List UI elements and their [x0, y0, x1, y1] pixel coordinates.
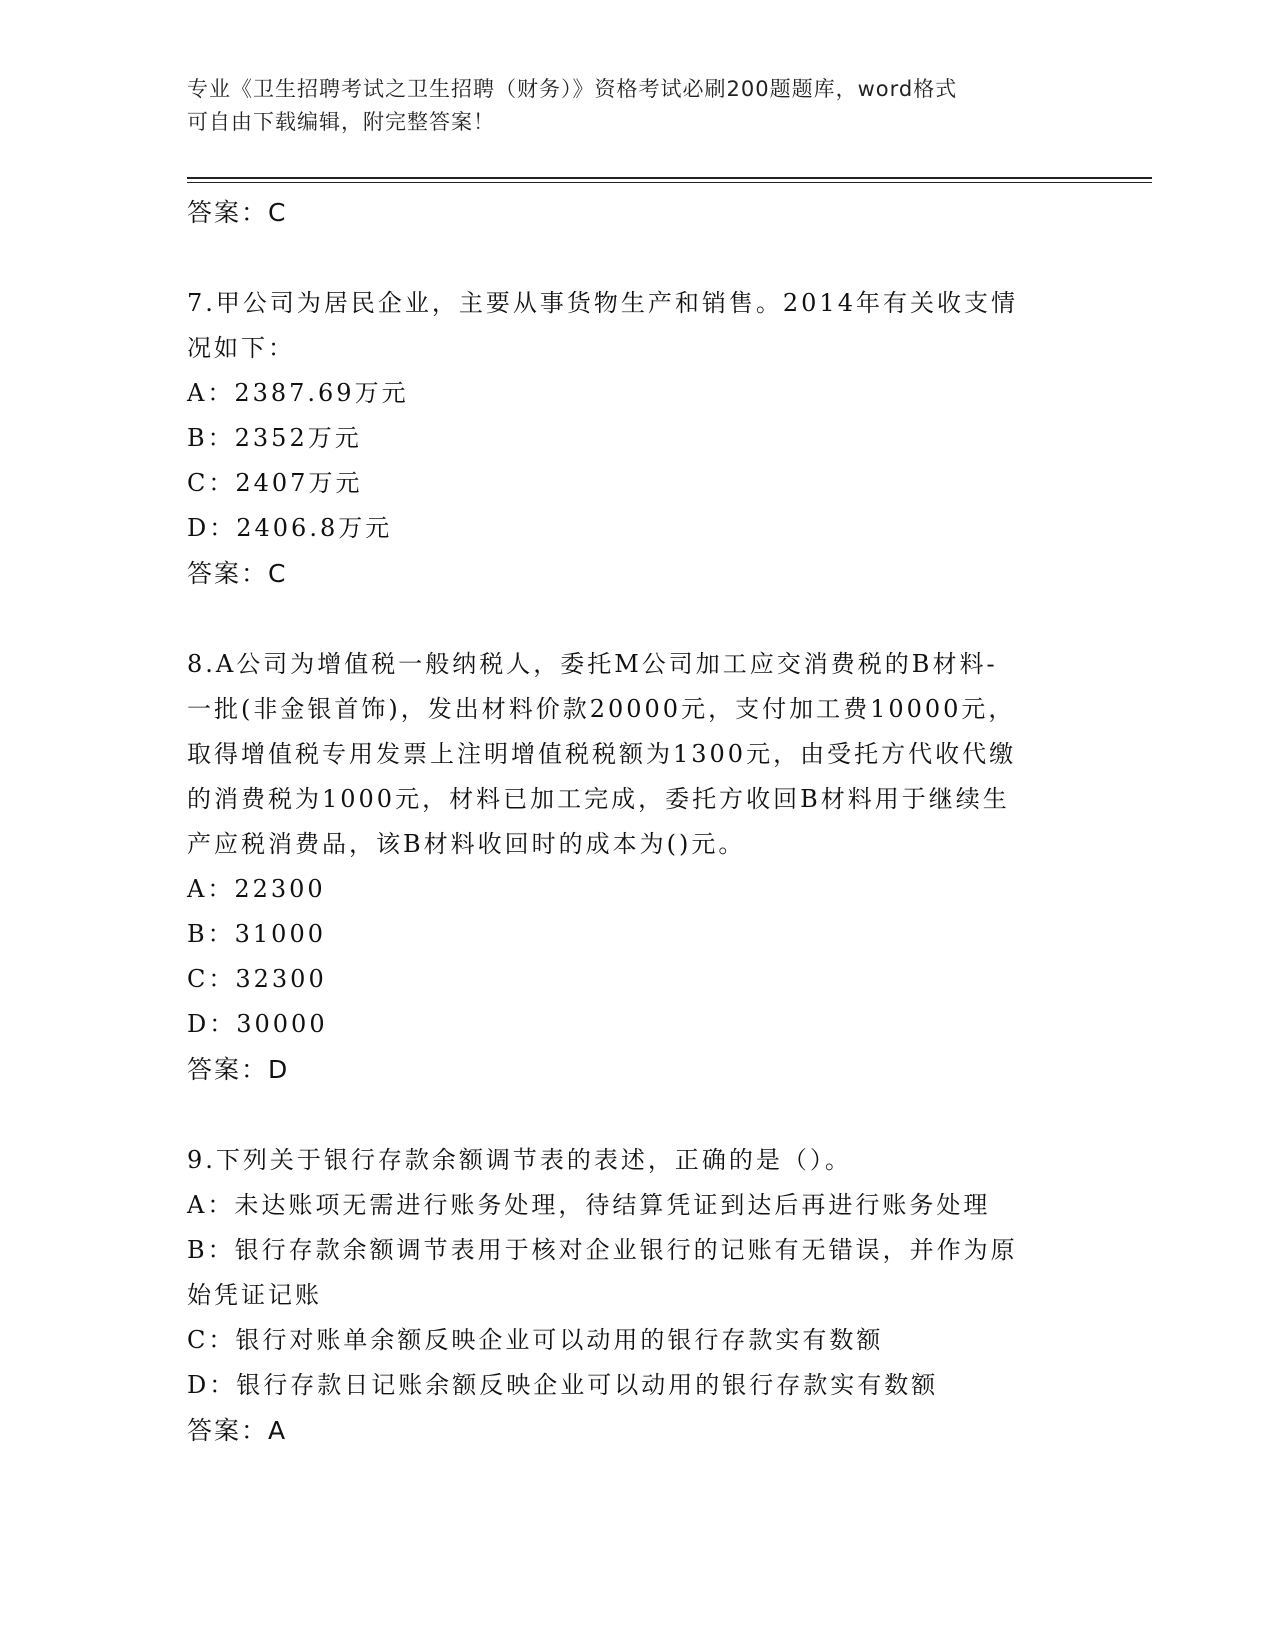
- question-8-stem-cont: 的消费税为1000元，材料已加工完成，委托方收回B材料用于继续生: [187, 785, 1010, 813]
- previous-answer: 答案：C: [187, 198, 288, 227]
- question-8-stem-cont: 一批(非金银首饰)，发出材料价款20000元，支付加工费10000元，: [187, 695, 1016, 723]
- question-8-stem-cont: 产应税消费品，该B材料收回时的成本为()元。: [187, 830, 746, 858]
- question-7-option-a: A：2387.69万元: [187, 379, 409, 407]
- spacer: [187, 235, 1087, 281]
- question-7: [187, 281, 1087, 596]
- question-8-stem: 8.A公司为增值税一般纳税人，委托M公司加工应交消费税的B材料-: [187, 650, 998, 678]
- header-rule-thin: [187, 182, 1152, 183]
- question-9-option-b-cont: 始凭证记账: [187, 1281, 322, 1309]
- question-9-option-d: D：银行存款日记账余额反映企业可以动用的银行存款实有数额: [187, 1371, 939, 1399]
- question-7-option-c: C：2407万元: [187, 469, 363, 497]
- spacer: [187, 596, 1087, 642]
- question-9-option-a: A：未达账项无需进行账务处理，待结算凭证到达后再进行账务处理: [187, 1191, 991, 1219]
- spacer: [187, 1092, 1087, 1138]
- question-8-option-d: D：30000: [187, 1010, 328, 1038]
- header-line-1: 专业《卫生招聘考试之卫生招聘（财务）》资格考试必刷200题题库，word格式: [187, 77, 958, 101]
- question-9-answer: 答案：A: [187, 1416, 288, 1445]
- question-8-option-c: C：32300: [187, 965, 327, 993]
- header-rule-thick: [187, 177, 1152, 179]
- question-7-stem: 7.甲公司为居民企业，主要从事货物生产和销售。2014年有关收支情: [187, 289, 1018, 317]
- question-9-option-b: B：银行存款余额调节表用于核对企业银行的记账有无错误，并作为原: [187, 1236, 1018, 1264]
- header-line-2: 可自由下载编辑，附完整答案！: [187, 110, 495, 134]
- question-8-answer: 答案：D: [187, 1055, 290, 1084]
- question-8-stem-cont: 取得增值税专用发票上注明增值税税额为1300元，由受托方代收代缴: [187, 740, 1017, 768]
- question-9-stem: 9.下列关于银行存款余额调节表的表述，正确的是（）。: [187, 1146, 852, 1174]
- question-7-answer: 答案：C: [187, 559, 288, 588]
- question-7-option-d: D：2406.8万元: [187, 514, 393, 542]
- question-7-stem-cont: 况如下：: [187, 334, 295, 362]
- question-8: [187, 642, 1087, 1092]
- question-7-option-b: B：2352万元: [187, 424, 362, 452]
- question-9: [187, 1138, 1087, 1453]
- question-8-option-b: B：31000: [187, 920, 326, 948]
- question-8-option-a: A：22300: [187, 875, 326, 903]
- question-9-option-c: C：银行对账单余额反映企业可以动用的银行存款实有数额: [187, 1326, 884, 1354]
- question-list: [187, 190, 1087, 1453]
- document-header: [187, 73, 1067, 139]
